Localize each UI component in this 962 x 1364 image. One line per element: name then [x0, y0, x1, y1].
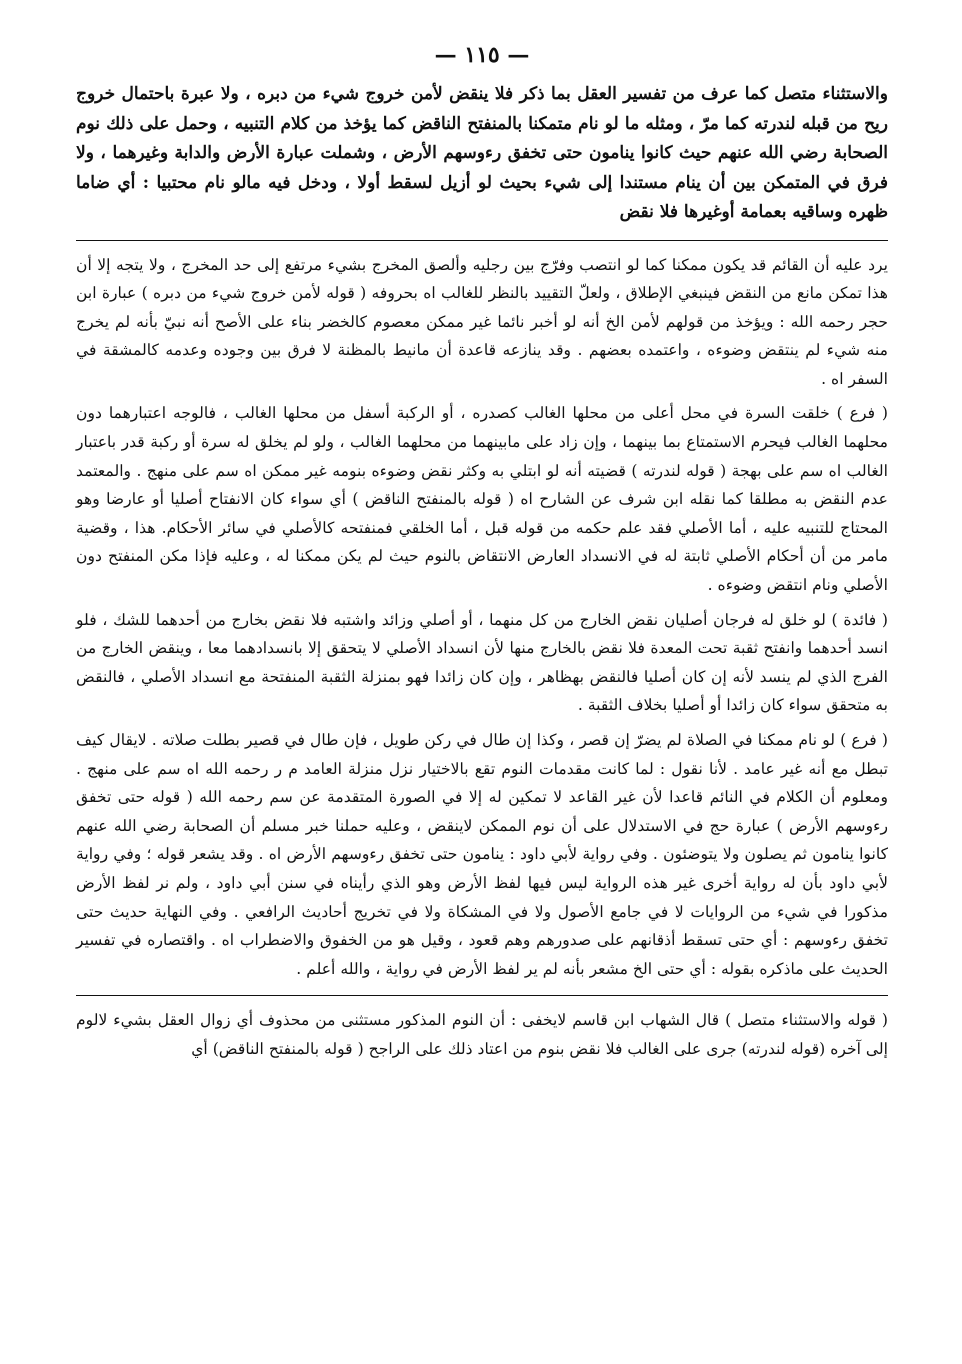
- footnote-paragraph: ( قوله والاستثناء متصل ) قال الشهاب ابن قاسم لايخفى : أن النوم المذكور مستثنى من محذوف أي زوال العقل بشيء لالوم إلى آخره (قوله لندرته) جرى على الغالب فلا نقض بنوم من اعتاد ذلك على الراجح ( قوله بالمنفتح الناقض) أي: [76, 1011, 888, 1058]
- commentary-paragraph: يرد عليه أن القائم قد يكون ممكنا كما لو انتصب وفرّج بين رجليه وألصق المخرج بشيء مرتفع إلى حد المخرج ، ولا يتجه إلا أن هذا تمكن مانع من النقض فينبغي الإطلاق ، ولعلّ التقييد بالنظر للغالب اه بحروفه ( قوله لأمن خروج شيء من دبره ) عبارة ابن حجر رحمه الله : ويؤخذ من قولهم لأمن الخ أنه لو أخبر نائما غير ممكن معصوم كالخضر بناء على الأصح أنه نبيّ بأنه لم يخرج منه شيء لم ينتقض وضوءه ، واعتمده بعضهم . وقد ينازعه قاعدة أن مانيط بالمظنة لا فرق بين وجوده وعدمه كالمشقة في السفر اه .: [76, 255, 888, 388]
- book-page: [76, 40, 888, 1064]
- commentary-section: [76, 251, 888, 984]
- main-text: والاستثناء متصل كما عرف من تفسير العقل بما ذكر فلا ينقض لأمن خروج شيء من دبره ، ولا عبرة باحتمال خروج ريح من قبله لندرته كما مرّ ، ومثله ما لو نام متمكنا بالمنفتح الناقض كما يؤخذ من كلام التنبيه ، وحمل على ذلك نوم الصحابة رضي الله عنهم حيث كانوا ينامون حتى تخفق رءوسهم الأرض ، وشملت عبارة الأرض والدابة وغيرهما ، ولا فرق في المتمكن بين أن ينام مستندا إلى شيء بحيث لو أزيل لسقط أولا ، ودخل فيه مالو نام محتبيا : أي ضاما ظهره وساقيه بعمامة أوغيرها فلا نقض: [76, 84, 888, 222]
- commentary-paragraph: ( فائدة ) لو خلق له فرجان أصليان نقض الخارج من كل منهما ، أو أصلي وزائد واشتبه فلا نقض بخارج من أحدهما للشك ، فلو انسد أحدهما وانفتح ثقبة تحت المعدة فلا نقض بالخارج منها لأن انسداد الأصلي لا يتحقق إلا بانسدادهما معا ، وينقض الخارج من الفرج الذي لم ينسد لأنه إن كان أصليا فالنقض بهظاهر ، وإن كان زائدا فهو بمنزلة الثقبة المنفتحة مع انسداد الأصلي ، فالنقض به متحقق سواء كان زائدا أو أصليا بخلاف الثقبة .: [76, 610, 888, 715]
- divider-rule: [76, 995, 888, 996]
- commentary-paragraph: ( فرع ) لو نام ممكنا في الصلاة لم يضرّ إن قصر ، وكذا إن طال في ركن طويل ، فإن طال في قصير بطلت صلاته . لايقال كيف تبطل مع أنه غير عامد . لأنا نقول : لما كانت مقدمات النوم تقع بالاختيار نزل منزلة العامد م ر رحمه الله اه سم على منهج . ومعلوم أن الكلام في النائم قاعدا لأن غير القاعد لا تمكين له إلا في الصورة المتقدمة عن سم رحمه الله ( قوله حتى تخفق رءوسهم الأرض ) عبارة حج في الاستدلال على أن نوم الممكن لاينقض ، وعليه حملنا خبر مسلم أن الصحابة رضي الله عنهم كانوا ينامون ثم يصلون ولا يتوضئون . وفي رواية لأبي داود : ينامون حتى تخفق رءوسهم الأرض اه . وقد يشعر قوله ؛ وفي رواية لأبي داود بأن له رواية أخرى غير هذه الرواية ليس فيها لفظ الأرض وهو الذي رأيناه في سنن أبي داود ، ولم نر لفظ الأرض مذكورا في شيء من الروايات لا في جامع الأصول ولا في المشكاة ولا في تخريج أحاديث الرافعي . وفي النهاية حديث حتى تخفق رءوسهم : أي حتى تسقط أذقانهم على صدورهم وهم قعود ، وقيل هو من الخفوق والاضطراب اه . واقتصاره في تفسير الحديث على ماذكره بقوله : أي حتى الخ مشعر بأنه لم ير لفظ الأرض في رواية ، والله أعلم .: [76, 731, 888, 978]
- divider-rule: [76, 240, 888, 241]
- footnote-section: [76, 1006, 888, 1063]
- page-number: — ١١٥ —: [434, 42, 530, 68]
- commentary-paragraph: ( فرع ) خلقت السرة في محل أعلى من محلها الغالب كصدره ، أو الركبة أسفل من محلها الغالب ، فالوجه اعتبارهما دون محلهما الغالب فيحرم الاستمتاع بما بينهما ، وإن زاد على مابينهما من محلهما الغالب ، ولو لم يخلق له سرة أو ركبة قدر باعتبار الغالب اه سم على بهجة ( قوله لندرته ) قضيته أنه لو ابتلي به وكثر نقض وضوءه بنومه غير ممكن اه سم على منهج . والمعتمد عدم النقض به مطلقا كما نقله ابن شرف عن الشارح اه ( قوله بالمنفتح الناقض ) أي سواء كان الانفتاح أصليا أو عارضا وهو المحتاج للتنبيه عليه ، أما الأصلي فقد علم حكمه من قوله قبل ، أما الخلقي فمنفتحه كالأصلي في سائر الأحكام. هذا ، وقضية مامر من أن أحكام الأصلي ثابتة له في الانسداد العارض الانتقاض بالنوم حيث لم يكن ممكنا له ، وعليه فإذا مكن المنفتح دون الأصلي ونام انتقض وضوءه .: [76, 404, 888, 595]
